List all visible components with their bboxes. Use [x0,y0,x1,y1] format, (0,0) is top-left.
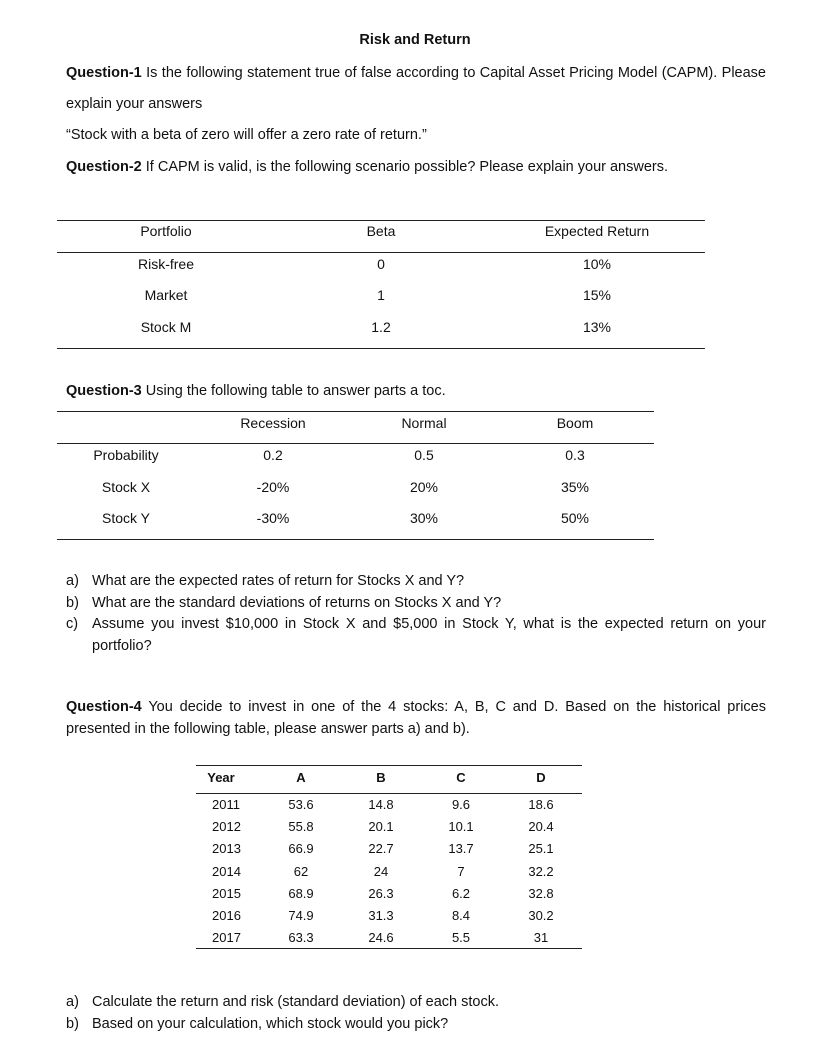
list-item-text: What are the standard deviations of returns on Stocks X and Y? [92,594,502,611]
table-cell: 10.1 [448,819,474,835]
table-cell: 2014 [212,863,241,879]
table-rule [196,948,582,949]
list-item [66,614,766,657]
table-cell: 35% [560,479,590,495]
table-cell: 13% [582,319,612,335]
table-cell: Probability [93,447,159,463]
question-3 [66,376,766,407]
question-1-text: Is the following statement true of false according to Capital Asset Pricing Model (CAPM). Please explain your answers [66,65,766,112]
table-cell: 14.8 [368,797,394,812]
table-cell: Risk-free [137,256,194,272]
question-2-label: Question-2 [66,159,142,175]
list-marker: a) [66,994,79,1010]
table-cell: 2017 [212,930,241,946]
list-item-text: Assume you invest $10,000 in Stock X and $5,000 in Stock Y, what is the expected return on your portfolio? [92,616,766,654]
table-cell: 30% [409,510,439,526]
list-item [66,992,766,1014]
table-header: C [456,770,466,785]
table-rule [57,411,654,412]
table-cell: 18.6 [528,797,554,812]
table-cell: Stock M [140,319,192,335]
table-cell: 66.9 [288,841,314,857]
question-4 [66,697,766,740]
table-rule [57,443,654,444]
table-cell: 24 [373,863,389,879]
table-cell: 6.2 [451,885,471,901]
table-header: Expected Return [544,223,650,239]
table-header: Normal [401,415,447,431]
list-marker: c) [66,616,79,632]
table-rule [57,220,705,221]
table-cell: 32.2 [528,863,554,879]
table-header: Recession [240,415,306,431]
table-cell: Stock Y [102,510,150,526]
table-rule [57,539,654,540]
question-4-text: You decide to invest in one of the 4 stocks: A, B, C and D. Based on the historical prices presented in the following table, please answer parts a) and b). [66,699,766,737]
table-cell: Market [144,287,188,303]
table-cell: -20% [256,479,290,495]
table-cell: 2015 [212,885,241,901]
list-marker: b) [66,594,79,611]
table-cell: Stock X [101,479,151,495]
table-cell: 8.4 [451,908,471,923]
table-header: Boom [556,415,594,431]
question-4-parts [66,992,766,1035]
table-cell: 10% [582,256,612,272]
table-cell: 5.5 [451,930,471,946]
table-cell: 31.3 [368,908,394,923]
question-2-text: If CAPM is valid, is the following scenario possible? Please explain your answers. [145,159,669,175]
table-cell: 62 [293,863,309,879]
table-cell: 20.1 [368,819,394,835]
list-item-text: Calculate the return and risk (standard deviation) of each stock. [92,994,500,1010]
table-cell: 50% [560,510,590,526]
table-cell: 20% [409,479,439,495]
table-header: A [296,770,306,785]
question-1-quote: “Stock with a beta of zero will offer a zero rate of return.” [66,127,427,143]
table-cell: 53.6 [288,797,314,812]
list-marker: a) [66,573,79,589]
table-cell: -30% [256,510,290,526]
table-cell: 2011 [212,797,240,812]
list-item-text: Based on your calculation, which stock would you pick? [92,1015,449,1032]
table-cell: 9.6 [451,797,471,812]
question-2 [66,152,766,183]
table-header: Portfolio [140,223,192,239]
table-rule [196,793,582,794]
list-item [66,1014,766,1036]
table-cell: 22.7 [368,841,394,857]
table-cell: 7 [457,863,465,879]
table-cell: 25.1 [528,841,554,857]
list-item-text: What are the expected rates of return for Stocks X and Y? [92,573,465,589]
table-cell: 15% [582,287,612,303]
table-rule [57,348,705,349]
table-cell: 63.3 [288,930,314,946]
table-rule [196,765,582,766]
table-cell: 1.2 [371,319,391,335]
table-cell: 13.7 [448,841,474,857]
table-cell: 26.3 [368,885,394,901]
table-cell: 0.2 [263,447,283,463]
table-cell: 74.9 [288,908,314,923]
table-cell: 68.9 [288,885,314,901]
table-header: Year [207,770,235,785]
question-3-label: Question-3 [66,383,142,399]
table-cell: 30.2 [528,908,554,923]
table-rule [57,252,705,253]
question-4-label: Question-4 [66,699,142,715]
list-item [66,593,766,615]
table-cell: 2012 [212,819,241,835]
table-cell: 31 [533,930,549,946]
table-cell: 0.3 [565,447,585,463]
table-cell: 0.5 [414,447,434,463]
question-1-label: Question-1 [66,65,142,81]
table-cell: 2016 [212,908,241,923]
table-cell: 55.8 [288,819,314,835]
question-1 [66,58,766,120]
question-3-text: Using the following table to answer parts a toc. [145,383,446,399]
table-cell: 24.6 [368,930,394,946]
list-marker: b) [66,1015,79,1032]
table-header: B [376,770,386,785]
table-cell: 2013 [212,841,241,857]
table-header: D [536,770,546,785]
table-cell: 1 [377,287,385,303]
table-cell: 0 [377,256,385,272]
table-cell: 20.4 [528,819,554,835]
table-cell: 32.8 [528,885,554,901]
list-item [66,571,766,593]
page-title: Risk and Return [359,32,471,48]
question-3-parts [66,571,766,657]
table-header: Beta [366,223,396,239]
